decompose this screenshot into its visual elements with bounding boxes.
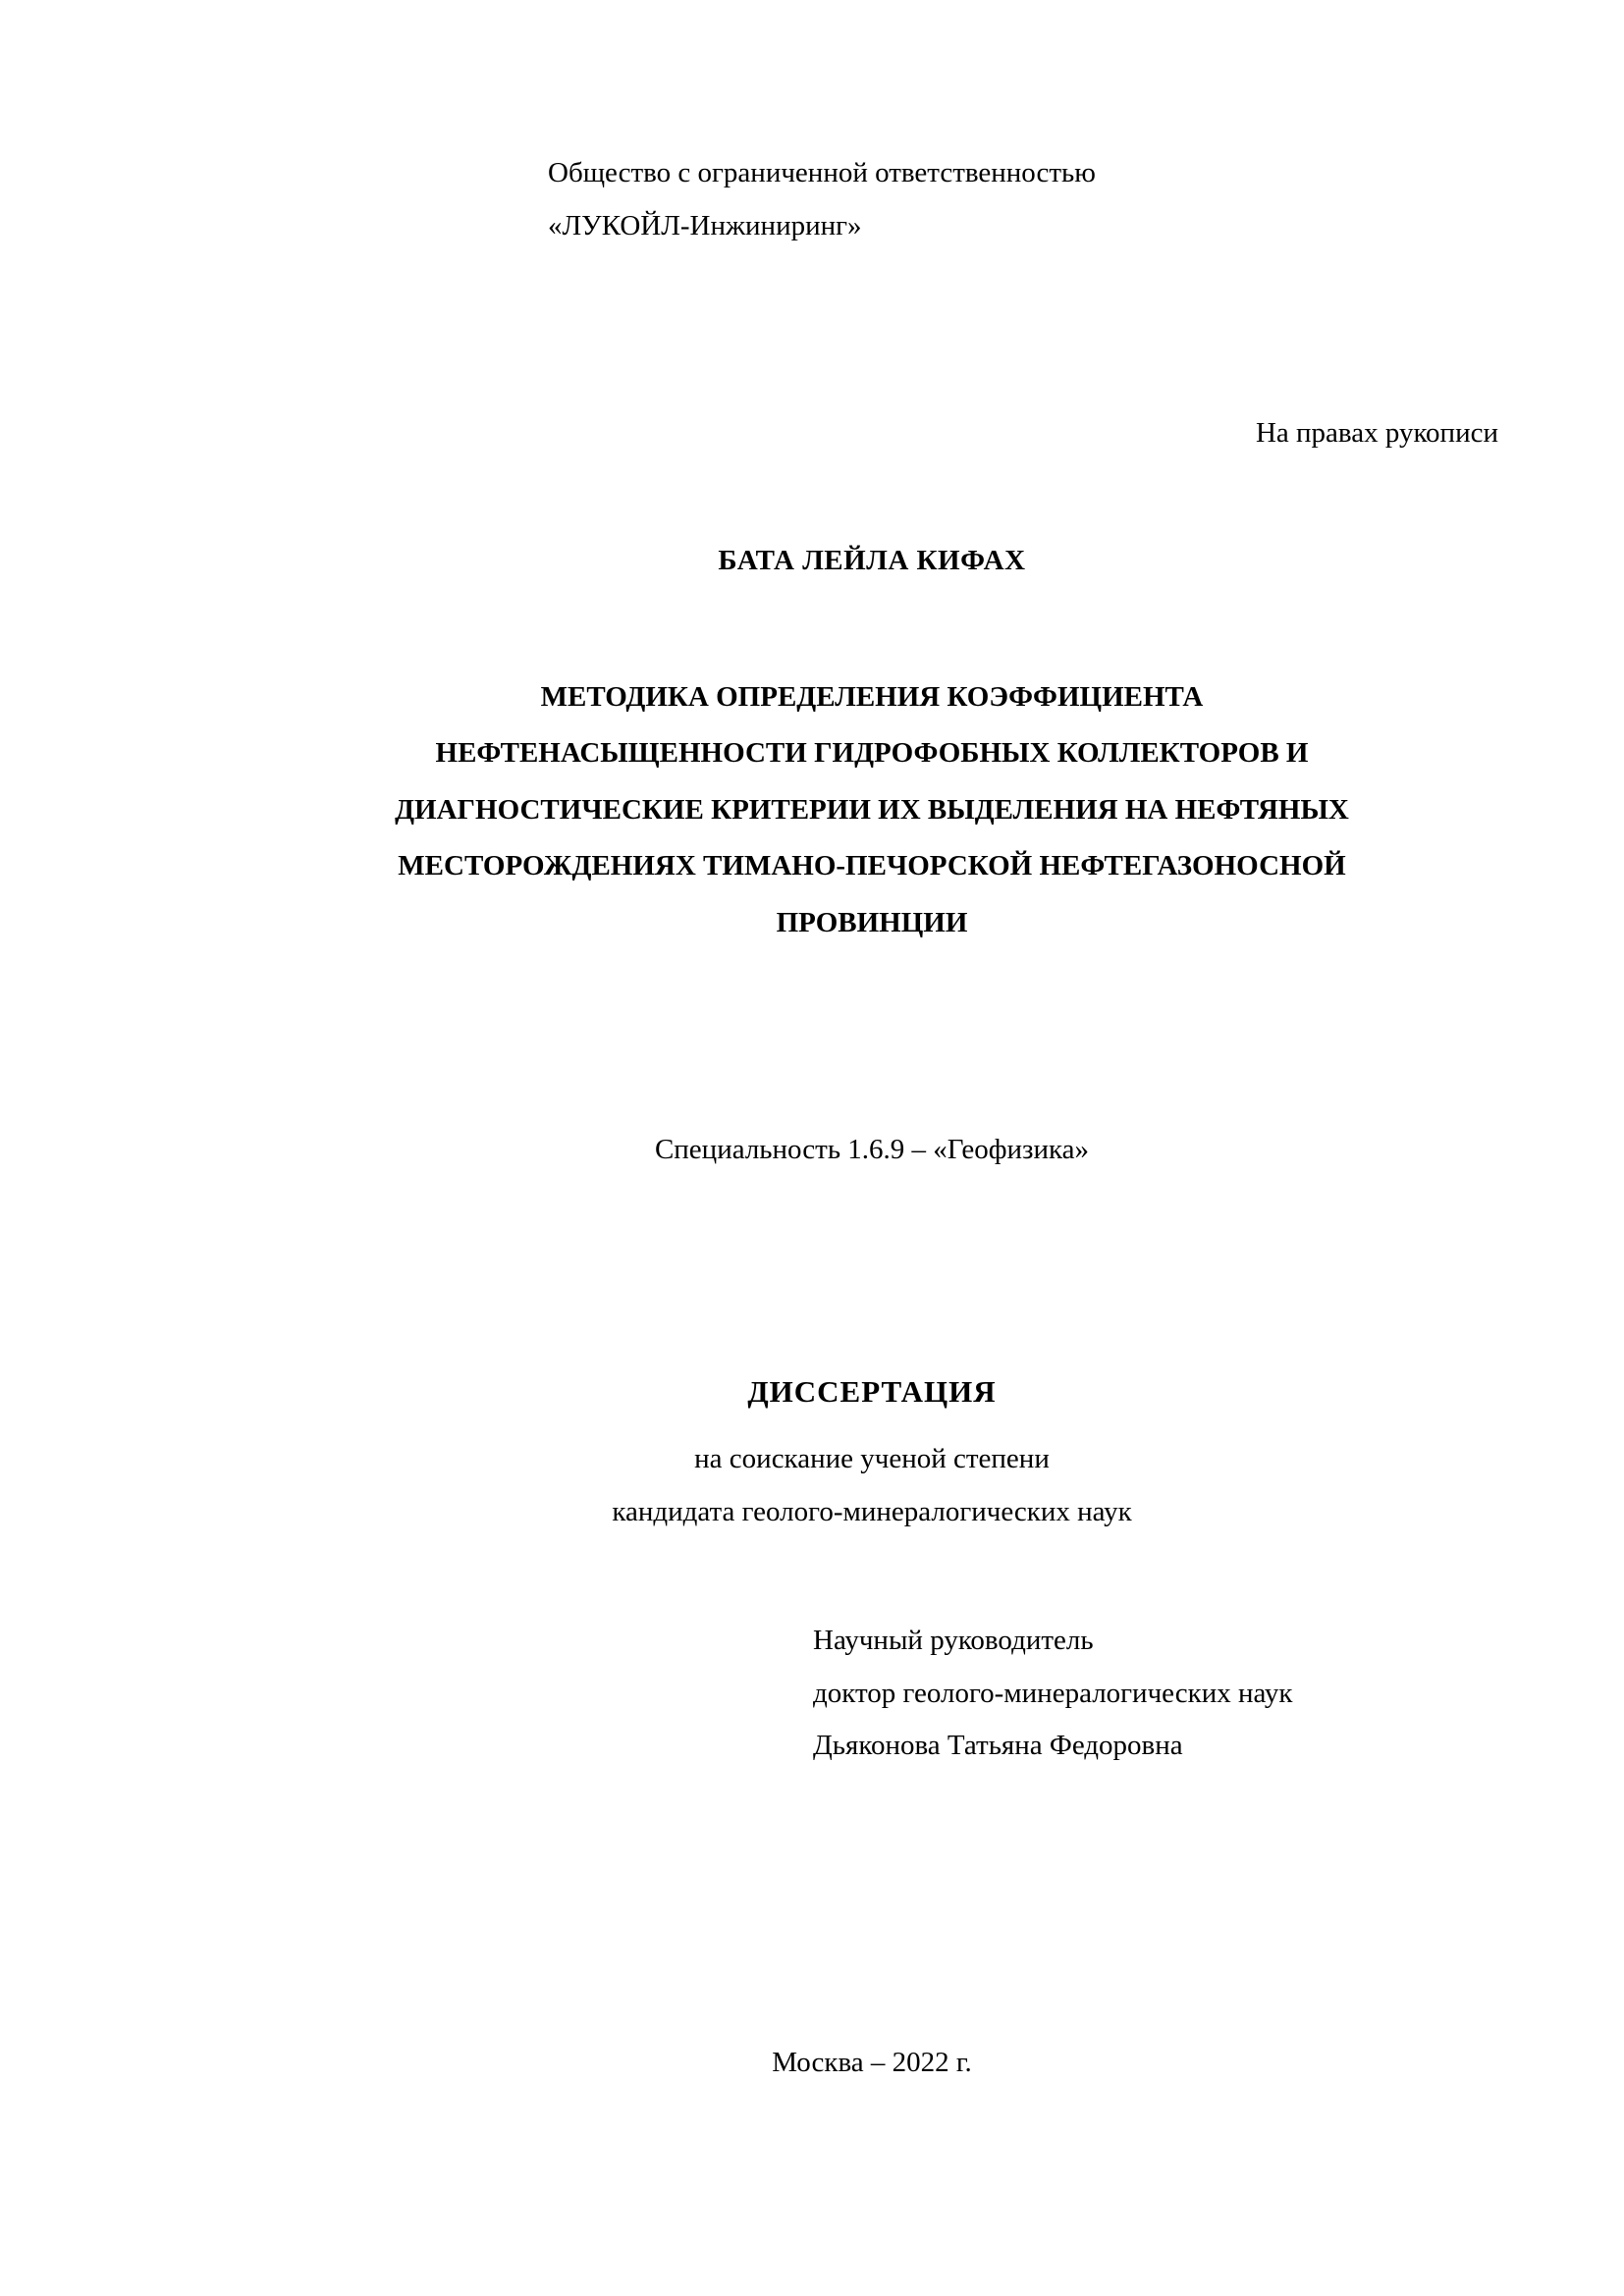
supervisor-degree: доктор геолого-минералогических наук [813,1677,1293,1709]
dissertation-subtitle-line-1: на соискание ученой степени [694,1443,1050,1474]
dissertation-heading: ДИССЕРТАЦИЯ [747,1374,997,1409]
title-line-5: ПРОВИНЦИИ [776,906,968,938]
title-line-4: МЕСТОРОЖДЕНИЯХ ТИМАНО-ПЕЧОРСКОЙ НЕФТЕГАЗОНОСНОЙ [398,850,1346,882]
city-year: Москва – 2022 г. [772,2047,972,2078]
author-name: БАТА ЛЕЙЛА КИФАХ [718,545,1026,576]
dissertation-subtitle [224,1433,1520,1538]
dissertation-subtitle-line-2: кандидата геолого-минералогических наук [612,1495,1132,1527]
supervisor-label: Научный руководитель [813,1625,1094,1656]
title-line-3: ДИАГНОСТИЧЕСКИЕ КРИТЕРИИ ИХ ВЫДЕЛЕНИЯ НА НЕФТЯНЫХ [395,793,1349,826]
specialty-line: Специальность 1.6.9 – «Геофизика» [654,1134,1090,1165]
supervisor-name: Дьяконова Татьяна Федоровна [813,1730,1183,1762]
page-title [224,669,1520,951]
manuscript-note: На правах рукописи [1255,417,1498,449]
title-line-1: МЕТОДИКА ОПРЕДЕЛЕНИЯ КОЭФФИЦИЕНТА [540,681,1204,713]
title-line-2: НЕФТЕНАСЫЩЕННОСТИ ГИДРОФОБНЫХ КОЛЛЕКТОРОВ И [435,737,1309,770]
page-content [224,0,1520,2296]
organization-line-1: Общество с ограниченной ответственностью [548,157,1096,188]
organization-line-2: «ЛУКОЙЛ-Инжиниринг» [548,209,862,241]
organization-block [548,147,1432,252]
supervisor-block [813,1615,1520,1773]
